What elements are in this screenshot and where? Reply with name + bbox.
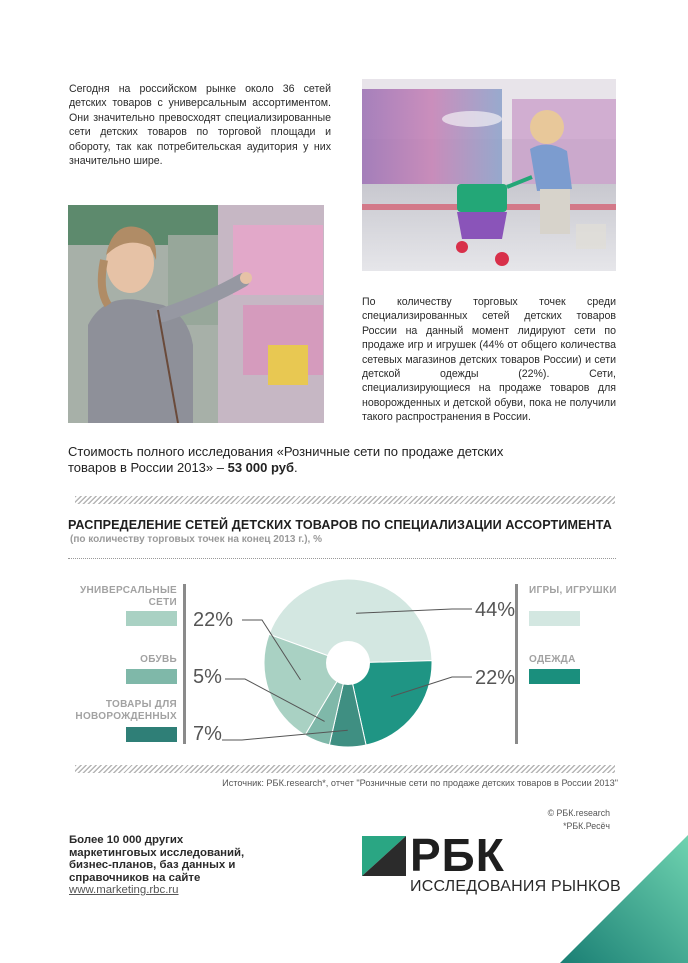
legend-label-shoes bbox=[70, 654, 177, 666]
price-info bbox=[68, 444, 628, 476]
pct-label-newborn: 7% bbox=[193, 723, 222, 745]
pct-label-clothes: 22% bbox=[475, 667, 516, 689]
legend-swatch-clothes bbox=[529, 669, 580, 684]
logo-subtitle: ИССЛЕДОВАНИЯ РЫНКОВ bbox=[410, 878, 621, 895]
stores-paragraph: По количеству торговых точек среди специализированных сетей детских товаров России на данный момент лидируют сети по продаже игр и игрушек (44% от общего количества сетевых магазинов детских товаров России) и сети детской одежды (22%). Сети, специализирующиеся на продаже товаров для новорожденных и детской обуви, пока не получили такого распространения в России. bbox=[362, 296, 616, 424]
chart-subtitle: (по количеству торговых точек на конец 2013 г.), % bbox=[70, 534, 322, 545]
woman-shopping-photo bbox=[68, 205, 324, 423]
price-line-2-text: товаров в России 2013» – bbox=[68, 460, 224, 475]
copyright: © РБК.research bbox=[547, 808, 610, 818]
legend-label-newborn-line1: ТОВАРЫ ДЛЯ bbox=[105, 699, 177, 710]
logo-name: РБК bbox=[410, 829, 505, 881]
pct-label-shoes: 5% bbox=[193, 666, 222, 688]
hatched-divider-top bbox=[75, 496, 615, 504]
promo-line-3: бизнес-планов, баз данных и bbox=[69, 859, 236, 872]
promo-line-4: справочников на сайте bbox=[69, 871, 201, 884]
chart-title: РАСПРЕДЕЛЕНИЕ СЕТЕЙ ДЕТСКИХ ТОВАРОВ ПО СПЕЦИАЛИЗАЦИИ АССОРТИМЕНТА bbox=[68, 518, 612, 532]
legend-label-universal bbox=[70, 585, 177, 609]
legend-label-clothes: ОДЕЖДА bbox=[529, 654, 576, 665]
intro-paragraph: Сегодня на российском рынке около 36 сетей детских товаров с универсальным ассортиментом. Они значительно превосходят специализированные сети детских товаров по торговой площади и обороту, так как потребительская аудитория у них значительно шире. bbox=[69, 83, 331, 168]
promo-link[interactable]: www.marketing.rbc.ru bbox=[69, 884, 179, 896]
legend-label-universal-line2: СЕТИ bbox=[148, 597, 177, 608]
pie-center-hole bbox=[326, 641, 370, 685]
legend-label-toys: ИГРЫ, ИГРУШКИ bbox=[529, 585, 617, 596]
legend-label-shoes-line1: ОБУВЬ bbox=[140, 654, 177, 665]
child-with-cart-photo bbox=[362, 79, 616, 271]
chart-title-divider bbox=[68, 558, 616, 559]
child-photo-graphic bbox=[362, 79, 616, 271]
promo-text bbox=[69, 834, 299, 884]
legend-label-newborn-line2: НОВОРОЖДЕННЫХ bbox=[75, 711, 177, 722]
price-line-1: Стоимость полного исследования «Розничные сети по продаже детских bbox=[68, 444, 504, 459]
pie-chart bbox=[180, 578, 520, 753]
legend-swatch-newborn bbox=[126, 727, 177, 742]
legend-label-newborn bbox=[70, 699, 177, 723]
hatched-divider-bottom bbox=[75, 765, 615, 773]
legend-swatch-shoes bbox=[126, 669, 177, 684]
legend-swatch-universal bbox=[126, 611, 177, 626]
price-line-2 bbox=[68, 460, 628, 476]
legend-swatch-toys bbox=[529, 611, 580, 626]
source-note: Источник: РБК.research*, отчет "Розничные сети по продаже детских товаров в России 2013" bbox=[222, 778, 618, 788]
price-value: 53 000 руб bbox=[227, 460, 295, 475]
promo-line-1: Более 10 000 других bbox=[69, 834, 184, 846]
woman-photo-graphic bbox=[68, 205, 324, 423]
footnote: *РБК.Ресёч bbox=[563, 821, 610, 831]
corner-triangle-decoration bbox=[560, 835, 688, 963]
legend-label-universal-line1: УНИВЕРСАЛЬНЫЕ bbox=[79, 585, 177, 596]
price-dot: . bbox=[294, 460, 298, 475]
pct-label-toys: 44% bbox=[475, 599, 516, 621]
logo-mark-icon bbox=[362, 836, 406, 876]
pct-label-universal: 22% bbox=[193, 609, 234, 631]
promo-line-2: маркетинговых исследований, bbox=[69, 846, 245, 859]
